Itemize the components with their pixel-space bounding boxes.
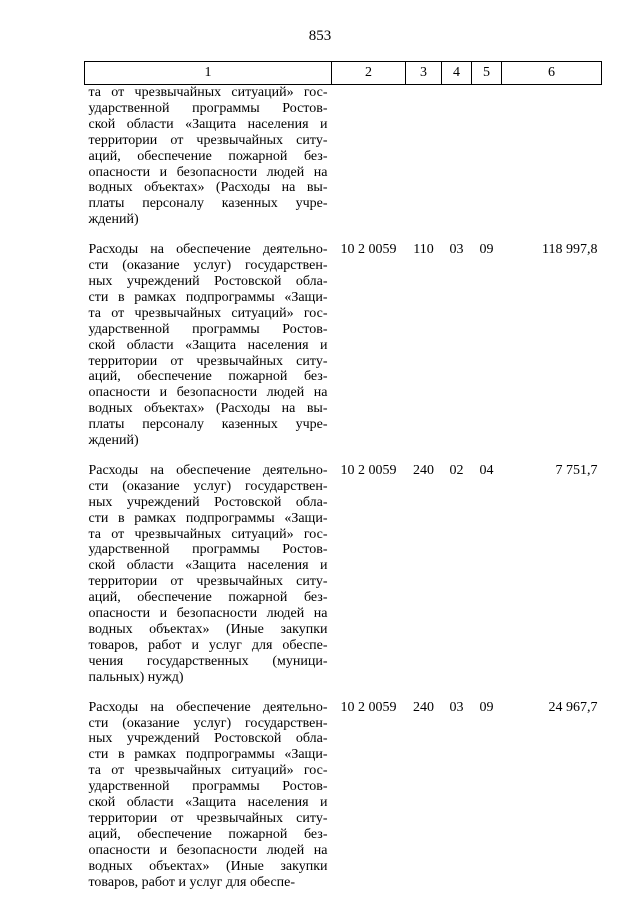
- section-code: 02: [449, 462, 464, 478]
- subsection-code: 04: [479, 462, 494, 478]
- description-line: территории от чрезвычайных ситу-: [88, 353, 328, 369]
- description-line: сти в рамках подпрограммы «Защи-: [88, 510, 328, 526]
- description-line: опасности и безопасности людей на: [88, 842, 328, 858]
- row-spacer-cell: [85, 449, 602, 463]
- description-line: Расходы на обеспечение деятельно-: [88, 462, 328, 478]
- description-line: ных учреждений Ростовской обла-: [88, 494, 328, 510]
- table-row: [85, 463, 602, 686]
- description-line: товаров, работ и услуг для обеспе-: [88, 874, 296, 890]
- description-line: водных объектах» (Расходы на вы-: [88, 401, 328, 417]
- target-article-code: 10 2 0059: [340, 699, 397, 715]
- description-line: та от чрезвычайных ситуаций» гос-: [88, 85, 328, 100]
- amount-value: 24 967,7: [548, 699, 598, 715]
- description-line: пальных) нужд): [88, 669, 184, 685]
- description-line: Расходы на обеспечение деятельно-: [88, 242, 328, 258]
- description-line: сти (оказание услуг) государствен-: [88, 715, 328, 731]
- column-header-4: 4: [442, 62, 472, 85]
- amount-value: [502, 85, 602, 229]
- column-header-6: 6: [502, 62, 602, 85]
- description-line: ных учреждений Ростовской обла-: [88, 273, 328, 289]
- description-line: аций, обеспечение пожарной без-: [88, 369, 328, 385]
- description-line: ской области «Защита населения и: [88, 558, 328, 574]
- row-spacer: [85, 228, 602, 242]
- table-row: [85, 85, 602, 229]
- description-line: Расходы на обеспечение деятельно-: [88, 699, 328, 715]
- amount-value: 118 997,8: [542, 242, 598, 258]
- description-line: водных объектах» (Иные закупки: [88, 858, 328, 874]
- description-line: сти (оказание услуг) государствен-: [88, 258, 328, 274]
- target-article-code: [332, 85, 406, 229]
- row-spacer-cell: [85, 686, 602, 700]
- target-article-code: 10 2 0059: [340, 462, 397, 478]
- row-spacer: [85, 449, 602, 463]
- description-line: ждений): [88, 212, 139, 228]
- description-line: ской области «Защита населения и: [88, 337, 328, 353]
- expense-type-code: 240: [413, 462, 434, 478]
- description-line: сти (оказание услуг) государствен-: [88, 478, 328, 494]
- description-line: ударственной программы Ростов-: [88, 321, 328, 337]
- description-line: ударственной программы Ростов-: [88, 779, 328, 795]
- description-line: платы персоналу казенных учре-: [88, 417, 328, 433]
- page-number: 853: [308, 28, 332, 44]
- budget-table: [84, 61, 602, 891]
- amount-value: 7 751,7: [555, 462, 598, 478]
- description-line: водных объектах» (Иные закупки: [88, 622, 328, 637]
- description-line: аций, обеспечение пожарной без-: [88, 148, 328, 164]
- description-line: опасности и безопасности людей на: [88, 385, 328, 401]
- section-code: 03: [449, 699, 464, 715]
- description-line: опасности и безопасности людей на: [88, 164, 328, 180]
- description-line: территории от чрезвычайных ситу-: [88, 810, 328, 826]
- description-line: территории от чрезвычайных ситу-: [88, 574, 328, 590]
- row-spacer-cell: [85, 228, 602, 242]
- table-header: [85, 62, 602, 85]
- description-line: чения государственных (муници-: [88, 653, 328, 669]
- description-line: аций, обеспечение пожарной без-: [88, 826, 328, 842]
- expense-type-code: 240: [413, 699, 434, 715]
- expense-type-code: 110: [413, 242, 434, 258]
- description-line: территории от чрезвычайных ситу-: [88, 132, 328, 148]
- section-code: [442, 85, 472, 229]
- description-line: ской области «Защита населения и: [88, 116, 328, 132]
- table-row: [85, 700, 602, 891]
- subsection-code: 09: [479, 699, 494, 715]
- expense-type-code: [406, 85, 442, 229]
- description-line: товаров, работ и услуг для обеспе-: [88, 637, 328, 653]
- column-header-1: 1: [85, 62, 332, 85]
- description-line: сти в рамках подпрограммы «Защи-: [88, 747, 328, 763]
- description-line: аций, обеспечение пожарной без-: [88, 590, 328, 606]
- description-line: та от чрезвычайных ситуаций» гос-: [88, 763, 328, 779]
- description-line: та от чрезвычайных ситуаций» гос-: [88, 305, 328, 321]
- description-line: та от чрезвычайных ситуаций» гос-: [88, 526, 328, 542]
- description-line: ных учреждений Ростовской обла-: [88, 731, 328, 747]
- description-line: водных объектах» (Расходы на вы-: [88, 180, 328, 196]
- description-line: ждений): [88, 433, 139, 449]
- column-header-5: 5: [472, 62, 502, 85]
- description-line: сти в рамках подпрограммы «Защи-: [88, 289, 328, 305]
- description-line: опасности и безопасности людей на: [88, 606, 328, 622]
- column-header-2: 2: [332, 62, 406, 85]
- description-line: ской области «Защита населения и: [88, 795, 328, 811]
- subsection-code: [472, 85, 502, 229]
- row-description: [85, 463, 332, 686]
- row-description: [85, 85, 332, 229]
- description-line: ударственной программы Ростов-: [88, 100, 328, 116]
- description-line: платы персоналу казенных учре-: [88, 196, 328, 212]
- description-line: ударственной программы Ростов-: [88, 542, 328, 558]
- section-code: 03: [449, 242, 464, 258]
- row-description: [85, 242, 332, 449]
- row-spacer: [85, 686, 602, 700]
- table-row: [85, 242, 602, 449]
- target-article-code: 10 2 0059: [340, 242, 397, 258]
- table-body: [85, 85, 602, 891]
- row-description: [85, 700, 332, 891]
- subsection-code: 09: [479, 242, 494, 258]
- column-header-3: 3: [406, 62, 442, 85]
